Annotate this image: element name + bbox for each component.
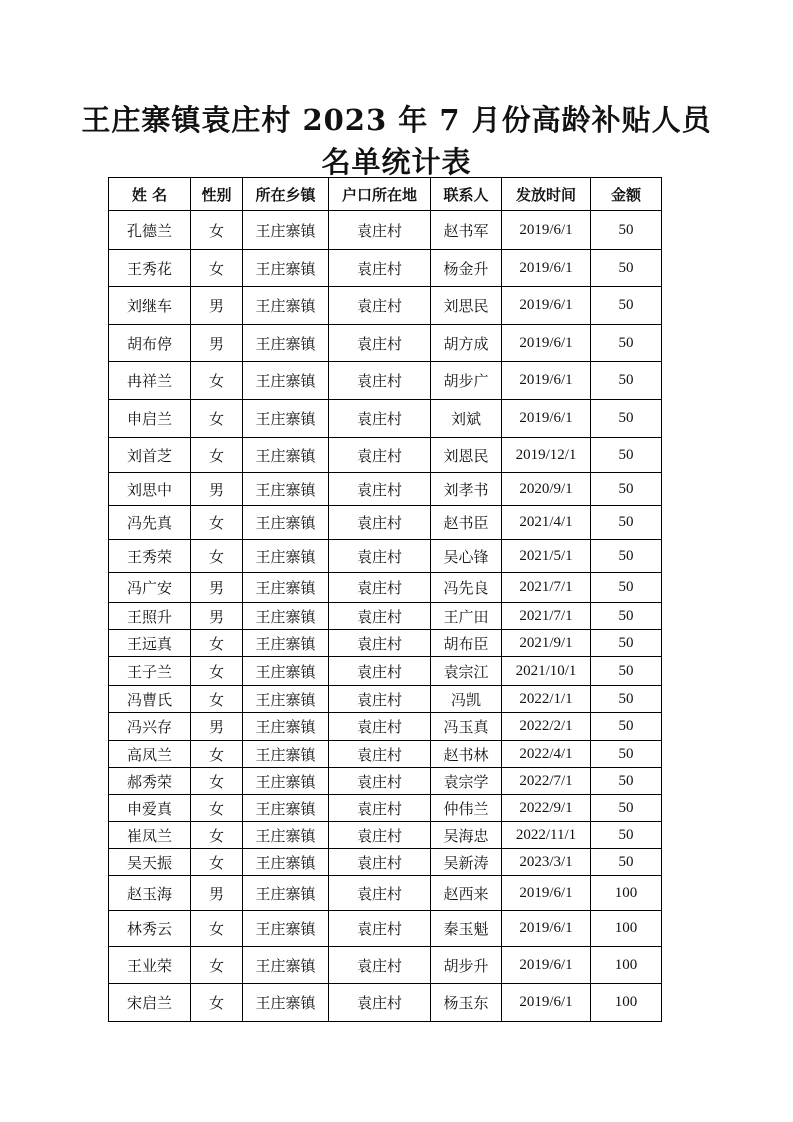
cell-residence: 袁庄村	[329, 325, 431, 362]
cell-name: 吴天振	[109, 849, 191, 876]
cell-name: 林秀云	[109, 911, 191, 947]
cell-name: 王子兰	[109, 657, 191, 686]
cell-issue-date: 2021/10/1	[502, 657, 591, 686]
cell-amount: 50	[591, 686, 662, 713]
table-row	[109, 795, 662, 822]
cell-amount: 50	[591, 768, 662, 795]
cell-contact: 赵书林	[431, 741, 502, 768]
cell-residence: 袁庄村	[329, 400, 431, 438]
cell-township: 王庄寨镇	[243, 506, 329, 540]
cell-amount: 100	[591, 947, 662, 984]
cell-residence: 袁庄村	[329, 287, 431, 325]
cell-gender: 女	[191, 768, 243, 795]
cell-name: 冯兴存	[109, 713, 191, 741]
cell-township: 王庄寨镇	[243, 876, 329, 911]
table-row	[109, 768, 662, 795]
cell-amount: 50	[591, 741, 662, 768]
table-row	[109, 603, 662, 630]
cell-gender: 女	[191, 849, 243, 876]
cell-township: 王庄寨镇	[243, 362, 329, 400]
cell-residence: 袁庄村	[329, 657, 431, 686]
cell-gender: 女	[191, 630, 243, 657]
cell-contact: 袁宗江	[431, 657, 502, 686]
cell-township: 王庄寨镇	[243, 630, 329, 657]
cell-issue-date: 2021/7/1	[502, 573, 591, 603]
cell-contact: 赵书臣	[431, 506, 502, 540]
table-row	[109, 362, 662, 400]
cell-amount: 50	[591, 438, 662, 473]
cell-township: 王庄寨镇	[243, 573, 329, 603]
table-row	[109, 657, 662, 686]
cell-township: 王庄寨镇	[243, 438, 329, 473]
cell-township: 王庄寨镇	[243, 540, 329, 573]
cell-gender: 女	[191, 686, 243, 713]
cell-residence: 袁庄村	[329, 211, 431, 250]
cell-amount: 50	[591, 287, 662, 325]
cell-township: 王庄寨镇	[243, 211, 329, 250]
cell-township: 王庄寨镇	[243, 911, 329, 947]
cell-issue-date: 2021/7/1	[502, 603, 591, 630]
cell-amount: 50	[591, 795, 662, 822]
cell-issue-date: 2022/9/1	[502, 795, 591, 822]
cell-contact: 杨金升	[431, 250, 502, 287]
cell-gender: 男	[191, 603, 243, 630]
cell-amount: 50	[591, 713, 662, 741]
cell-residence: 袁庄村	[329, 849, 431, 876]
cell-name: 王远真	[109, 630, 191, 657]
cell-contact: 王广田	[431, 603, 502, 630]
cell-amount: 50	[591, 657, 662, 686]
cell-issue-date: 2022/7/1	[502, 768, 591, 795]
cell-issue-date: 2020/9/1	[502, 473, 591, 506]
header-gender: 性别	[191, 178, 243, 211]
table-body	[109, 211, 662, 1022]
cell-amount: 50	[591, 849, 662, 876]
table-row	[109, 849, 662, 876]
cell-residence: 袁庄村	[329, 506, 431, 540]
cell-gender: 女	[191, 911, 243, 947]
header-name: 姓 名	[109, 178, 191, 211]
cell-gender: 男	[191, 287, 243, 325]
cell-issue-date: 2019/12/1	[502, 438, 591, 473]
table-row	[109, 686, 662, 713]
cell-contact: 吴新涛	[431, 849, 502, 876]
cell-name: 冯曹氏	[109, 686, 191, 713]
cell-amount: 100	[591, 984, 662, 1022]
cell-amount: 100	[591, 911, 662, 947]
cell-township: 王庄寨镇	[243, 795, 329, 822]
cell-gender: 男	[191, 573, 243, 603]
cell-gender: 女	[191, 822, 243, 849]
cell-township: 王庄寨镇	[243, 713, 329, 741]
cell-issue-date: 2019/6/1	[502, 876, 591, 911]
cell-residence: 袁庄村	[329, 741, 431, 768]
cell-issue-date: 2022/1/1	[502, 686, 591, 713]
cell-township: 王庄寨镇	[243, 325, 329, 362]
cell-name: 郝秀荣	[109, 768, 191, 795]
cell-township: 王庄寨镇	[243, 250, 329, 287]
document-subtitle: 名单统计表	[321, 145, 472, 179]
cell-issue-date: 2019/6/1	[502, 400, 591, 438]
cell-issue-date: 2022/4/1	[502, 741, 591, 768]
cell-issue-date: 2019/6/1	[502, 947, 591, 984]
cell-name: 冯先真	[109, 506, 191, 540]
cell-contact: 赵西来	[431, 876, 502, 911]
cell-name: 王秀花	[109, 250, 191, 287]
cell-amount: 50	[591, 250, 662, 287]
table-header-row	[109, 178, 662, 211]
cell-township: 王庄寨镇	[243, 822, 329, 849]
cell-amount: 100	[591, 876, 662, 911]
cell-contact: 刘孝书	[431, 473, 502, 506]
cell-residence: 袁庄村	[329, 947, 431, 984]
table-row	[109, 876, 662, 911]
cell-contact: 冯凯	[431, 686, 502, 713]
cell-gender: 女	[191, 400, 243, 438]
cell-amount: 50	[591, 603, 662, 630]
table-row	[109, 473, 662, 506]
cell-issue-date: 2019/6/1	[502, 211, 591, 250]
cell-township: 王庄寨镇	[243, 287, 329, 325]
header-amount: 金额	[591, 178, 662, 211]
cell-issue-date: 2019/6/1	[502, 287, 591, 325]
table-row	[109, 911, 662, 947]
cell-issue-date: 2019/6/1	[502, 911, 591, 947]
cell-township: 王庄寨镇	[243, 473, 329, 506]
cell-amount: 50	[591, 822, 662, 849]
cell-name: 刘首芝	[109, 438, 191, 473]
cell-residence: 袁庄村	[329, 686, 431, 713]
cell-gender: 女	[191, 362, 243, 400]
cell-issue-date: 2019/6/1	[502, 325, 591, 362]
table-row	[109, 741, 662, 768]
cell-residence: 袁庄村	[329, 822, 431, 849]
cell-residence: 袁庄村	[329, 473, 431, 506]
cell-gender: 男	[191, 325, 243, 362]
table-row	[109, 630, 662, 657]
table-row	[109, 250, 662, 287]
cell-amount: 50	[591, 506, 662, 540]
cell-amount: 50	[591, 573, 662, 603]
cell-contact: 吴海忠	[431, 822, 502, 849]
cell-name: 高凤兰	[109, 741, 191, 768]
cell-gender: 女	[191, 540, 243, 573]
cell-township: 王庄寨镇	[243, 400, 329, 438]
cell-contact: 仲伟兰	[431, 795, 502, 822]
cell-residence: 袁庄村	[329, 984, 431, 1022]
cell-gender: 女	[191, 506, 243, 540]
cell-name: 申启兰	[109, 400, 191, 438]
cell-name: 王秀荣	[109, 540, 191, 573]
cell-name: 胡布停	[109, 325, 191, 362]
cell-residence: 袁庄村	[329, 362, 431, 400]
cell-contact: 杨玉东	[431, 984, 502, 1022]
cell-gender: 女	[191, 741, 243, 768]
table-row	[109, 822, 662, 849]
cell-gender: 女	[191, 250, 243, 287]
cell-name: 刘思中	[109, 473, 191, 506]
cell-name: 冉祥兰	[109, 362, 191, 400]
cell-name: 王照升	[109, 603, 191, 630]
cell-township: 王庄寨镇	[243, 947, 329, 984]
cell-contact: 胡步广	[431, 362, 502, 400]
table-row	[109, 325, 662, 362]
cell-contact: 胡布臣	[431, 630, 502, 657]
cell-gender: 女	[191, 795, 243, 822]
cell-amount: 50	[591, 540, 662, 573]
cell-name: 崔凤兰	[109, 822, 191, 849]
cell-issue-date: 2019/6/1	[502, 250, 591, 287]
header-issue-date: 发放时间	[502, 178, 591, 211]
cell-name: 孔德兰	[109, 211, 191, 250]
cell-gender: 男	[191, 876, 243, 911]
table-row	[109, 287, 662, 325]
cell-amount: 50	[591, 325, 662, 362]
cell-contact: 刘恩民	[431, 438, 502, 473]
cell-township: 王庄寨镇	[243, 657, 329, 686]
cell-amount: 50	[591, 400, 662, 438]
cell-name: 刘继车	[109, 287, 191, 325]
cell-contact: 吴心锋	[431, 540, 502, 573]
cell-contact: 秦玉魁	[431, 911, 502, 947]
cell-gender: 女	[191, 657, 243, 686]
cell-issue-date: 2022/11/1	[502, 822, 591, 849]
cell-township: 王庄寨镇	[243, 768, 329, 795]
cell-amount: 50	[591, 211, 662, 250]
cell-gender: 女	[191, 984, 243, 1022]
table-row	[109, 947, 662, 984]
header-contact: 联系人	[431, 178, 502, 211]
cell-residence: 袁庄村	[329, 768, 431, 795]
cell-residence: 袁庄村	[329, 540, 431, 573]
cell-issue-date: 2021/4/1	[502, 506, 591, 540]
cell-issue-date: 2019/6/1	[502, 984, 591, 1022]
cell-gender: 男	[191, 473, 243, 506]
cell-contact: 冯玉真	[431, 713, 502, 741]
cell-residence: 袁庄村	[329, 250, 431, 287]
cell-name: 王业荣	[109, 947, 191, 984]
cell-township: 王庄寨镇	[243, 849, 329, 876]
cell-amount: 50	[591, 473, 662, 506]
cell-contact: 胡方成	[431, 325, 502, 362]
table-row	[109, 438, 662, 473]
cell-township: 王庄寨镇	[243, 984, 329, 1022]
cell-gender: 男	[191, 713, 243, 741]
table-row	[109, 211, 662, 250]
cell-contact: 赵书军	[431, 211, 502, 250]
cell-name: 赵玉海	[109, 876, 191, 911]
cell-issue-date: 2021/5/1	[502, 540, 591, 573]
header-township: 所在乡镇	[243, 178, 329, 211]
header-residence: 户口所在地	[329, 178, 431, 211]
table-row	[109, 713, 662, 741]
cell-residence: 袁庄村	[329, 573, 431, 603]
cell-residence: 袁庄村	[329, 630, 431, 657]
document-title: 王庄寨镇袁庄村 2023 年 7 月份高龄补贴人员	[81, 103, 712, 137]
cell-contact: 刘思民	[431, 287, 502, 325]
cell-name: 申爱真	[109, 795, 191, 822]
cell-amount: 50	[591, 362, 662, 400]
cell-residence: 袁庄村	[329, 876, 431, 911]
cell-contact: 冯先良	[431, 573, 502, 603]
cell-contact: 胡步升	[431, 947, 502, 984]
cell-gender: 女	[191, 211, 243, 250]
cell-residence: 袁庄村	[329, 911, 431, 947]
cell-issue-date: 2021/9/1	[502, 630, 591, 657]
table-row	[109, 540, 662, 573]
cell-township: 王庄寨镇	[243, 603, 329, 630]
subsidy-table	[108, 177, 662, 1022]
cell-township: 王庄寨镇	[243, 741, 329, 768]
cell-name: 宋启兰	[109, 984, 191, 1022]
table-row	[109, 400, 662, 438]
cell-contact: 袁宗学	[431, 768, 502, 795]
cell-residence: 袁庄村	[329, 795, 431, 822]
cell-contact: 刘斌	[431, 400, 502, 438]
cell-issue-date: 2023/3/1	[502, 849, 591, 876]
cell-issue-date: 2019/6/1	[502, 362, 591, 400]
table-row	[109, 984, 662, 1022]
table-row	[109, 506, 662, 540]
cell-gender: 女	[191, 947, 243, 984]
cell-amount: 50	[591, 630, 662, 657]
cell-township: 王庄寨镇	[243, 686, 329, 713]
table-row	[109, 573, 662, 603]
cell-residence: 袁庄村	[329, 603, 431, 630]
cell-issue-date: 2022/2/1	[502, 713, 591, 741]
cell-residence: 袁庄村	[329, 713, 431, 741]
cell-residence: 袁庄村	[329, 438, 431, 473]
cell-name: 冯广安	[109, 573, 191, 603]
cell-gender: 女	[191, 438, 243, 473]
